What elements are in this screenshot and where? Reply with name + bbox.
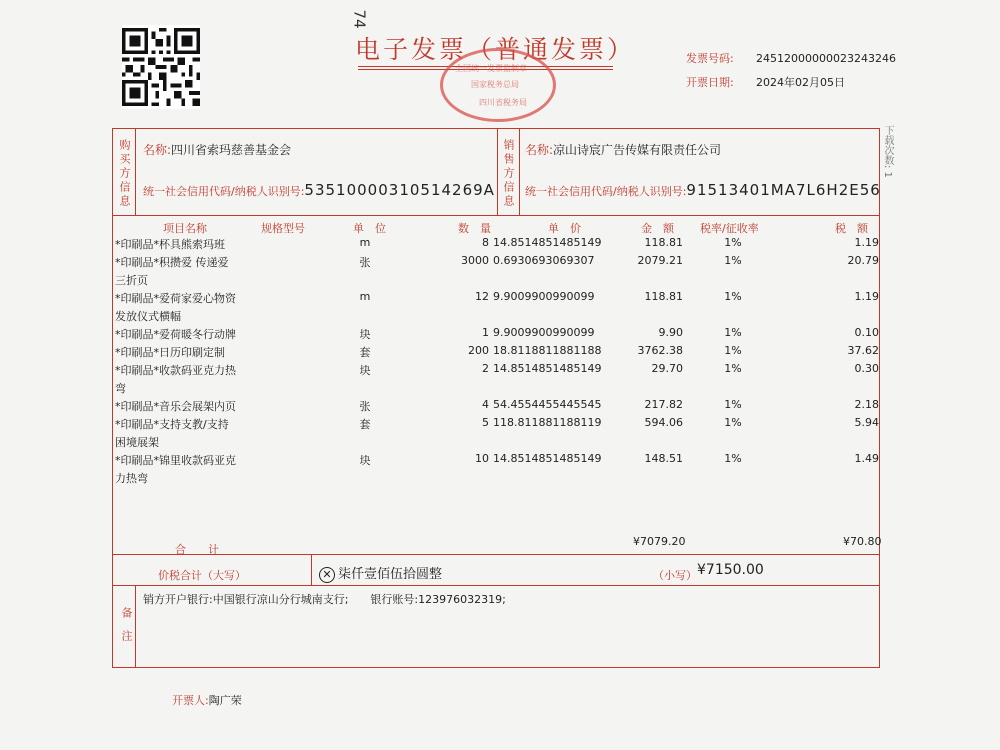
cell-item: *印刷品*收款码亚克力热 — [115, 364, 236, 377]
cell-tax: 37.62 — [847, 344, 879, 357]
cell-amount: 118.81 — [644, 290, 683, 303]
col-header-item: 项目名称 — [163, 222, 207, 235]
cell-tax: 1.19 — [854, 236, 879, 249]
cell-price: 14.8514851485149 — [493, 452, 602, 465]
invoice-number — [686, 50, 896, 66]
seller-taxid-value: 91513401MA7L6H2E56 — [686, 181, 881, 199]
invoice-number-label: 发票号码: — [686, 52, 734, 65]
cell-item: *印刷品*爱荷家爱心物资 — [115, 292, 236, 305]
cell-rate: 1% — [724, 416, 742, 429]
cell-amount: 217.82 — [644, 398, 683, 411]
cell-amount: 594.06 — [644, 416, 683, 429]
issuer-label: 开票人: — [172, 694, 209, 707]
remarks-label: 备注 — [120, 607, 133, 653]
cell-unit: 块 — [359, 364, 371, 377]
grand-total-label: 价税合计（大写） — [158, 569, 246, 582]
cell-item: *印刷品*支持支教/支持 — [115, 418, 229, 431]
seller-name-label: 名称: — [525, 143, 554, 157]
col-header-price: 单 价 — [548, 222, 581, 235]
divider — [135, 129, 136, 215]
cell-amount: 9.90 — [658, 326, 683, 339]
seller-name-value: 凉山诗宸广告传媒有限责任公司 — [553, 143, 722, 157]
cell-amount: 148.51 — [644, 452, 683, 465]
issuer-name: 陶广荣 — [208, 694, 242, 707]
cell-rate: 1% — [724, 362, 742, 375]
grand-total-upper — [319, 563, 442, 583]
total-amount: ¥7079.20 — [633, 535, 686, 548]
cell-tax: 1.19 — [854, 290, 879, 303]
cell-item: *印刷品*杯具熊索玛班 — [115, 238, 225, 251]
seal-text: 全国统一发票监制章 — [455, 64, 527, 73]
cell-rate: 1% — [724, 398, 742, 411]
cell-amount: 118.81 — [644, 236, 683, 249]
cell-qty: 4 — [482, 398, 489, 411]
cell-qty: 8 — [482, 236, 489, 249]
cell-unit: 块 — [359, 454, 371, 467]
buyer-name — [143, 141, 291, 158]
col-header-unit: 单 位 — [353, 222, 386, 235]
cell-unit: 套 — [359, 346, 371, 359]
issue-date-label: 开票日期: — [686, 76, 734, 89]
cell-item-continued: 困境展架 — [115, 436, 159, 449]
cell-unit: 张 — [359, 400, 371, 413]
cell-tax: 5.94 — [854, 416, 879, 429]
seller-taxid-label: 统一社会信用代码/纳税人识别号: — [525, 185, 687, 198]
col-header-rate: 税率/征收率 — [700, 222, 759, 235]
total-label: 合 计 — [175, 543, 219, 556]
cell-amount: 2079.21 — [637, 254, 683, 267]
cell-price: 14.8514851485149 — [493, 362, 602, 375]
cell-price: 118.811881188119 — [493, 416, 602, 429]
seller-taxid — [525, 181, 881, 199]
cell-qty: 2 — [482, 362, 489, 375]
cell-price: 9.9009900990099 — [493, 290, 595, 303]
divider — [113, 585, 879, 586]
cell-qty: 200 — [468, 344, 489, 357]
cell-item-continued: 发放仪式横幅 — [115, 310, 181, 323]
cell-tax: 0.30 — [854, 362, 879, 375]
cell-rate: 1% — [724, 236, 742, 249]
cell-unit: 张 — [359, 256, 371, 269]
grand-total-upper-value: 柒仟壹佰伍拾圆整 — [338, 567, 443, 582]
cell-tax: 20.79 — [847, 254, 879, 267]
col-header-amount: 金 额 — [641, 222, 674, 235]
cell-item: *印刷品*爱荷暖冬行动牌 — [115, 328, 236, 341]
total-tax: ¥70.80 — [843, 535, 882, 548]
issuer — [172, 692, 242, 708]
cell-item: *印刷品*音乐会展架内页 — [115, 400, 236, 413]
seal-text: 四川省税务局 — [479, 98, 527, 107]
cell-rate: 1% — [724, 254, 742, 267]
buyer-taxid-label: 统一社会信用代码/纳税人识别号: — [143, 185, 305, 198]
cell-qty: 5 — [482, 416, 489, 429]
cell-rate: 1% — [724, 452, 742, 465]
issue-date — [686, 74, 845, 90]
seller-section-label: 销售方信息 — [502, 139, 515, 209]
divider — [113, 554, 879, 555]
col-header-qty: 数 量 — [458, 222, 491, 235]
cell-price: 18.8118811881188 — [493, 344, 602, 357]
cell-price: 54.4554455445545 — [493, 398, 602, 411]
cell-tax: 2.18 — [854, 398, 879, 411]
remarks-text: 销方开户银行:中国银行凉山分行城南支行; 银行账号:123976032319; — [143, 593, 506, 606]
cell-tax: 0.10 — [854, 326, 879, 339]
cell-unit: 块 — [359, 328, 371, 341]
invoice-frame — [112, 128, 880, 668]
buyer-taxid-value: 53510000310514269A — [304, 181, 495, 199]
cell-unit: m — [359, 290, 371, 303]
divider — [135, 585, 136, 667]
cell-item: *印刷品*锦里收款码亚克 — [115, 454, 236, 467]
cell-item-continued: 三折页 — [115, 274, 148, 287]
cell-amount: 3762.38 — [637, 344, 683, 357]
cell-unit: m — [359, 236, 371, 249]
grand-total-lower-value: ¥7150.00 — [697, 562, 764, 578]
divider — [311, 554, 312, 585]
buyer-name-value: 四川省索玛慈善基金会 — [171, 143, 292, 157]
seal-text: 国家税务总局 — [471, 80, 519, 89]
divider — [113, 215, 879, 216]
issue-date-value: 2024年02月05日 — [756, 76, 845, 89]
cell-amount: 29.70 — [651, 362, 683, 375]
buyer-section-label: 购买方信息 — [118, 139, 131, 209]
buyer-name-label: 名称: — [143, 143, 172, 157]
cell-price: 14.8514851485149 — [493, 236, 602, 249]
cell-qty: 1 — [482, 326, 489, 339]
cell-qty: 3000 — [461, 254, 489, 267]
cell-item-continued: 力热弯 — [115, 472, 148, 485]
cell-item: *印刷品*积攒爱 传递爱 — [115, 256, 229, 269]
download-count-note: 下载次数: 1 — [882, 125, 893, 178]
cell-unit: 套 — [359, 418, 371, 431]
divider — [497, 129, 498, 215]
cell-price: 9.9009900990099 — [493, 326, 595, 339]
cell-item: *印刷品*日历印刷定制 — [115, 346, 225, 359]
cell-rate: 1% — [724, 290, 742, 303]
grand-total-lower-label: （小写） — [653, 569, 697, 582]
cell-tax: 1.49 — [854, 452, 879, 465]
invoice-title: 电子发票（普通发票） — [355, 35, 636, 64]
col-header-spec: 规格型号 — [261, 222, 305, 235]
col-header-tax: 税 额 — [835, 222, 868, 235]
handwritten-mark: 74 — [350, 9, 369, 29]
seller-name — [525, 141, 721, 158]
official-seal — [440, 48, 556, 122]
cell-price: 0.6930693069307 — [493, 254, 595, 267]
qr-code — [122, 25, 200, 109]
cell-qty: 10 — [475, 452, 489, 465]
buyer-taxid — [143, 181, 495, 199]
cell-rate: 1% — [724, 344, 742, 357]
cell-qty: 12 — [475, 290, 489, 303]
circle-x-icon: ✕ — [319, 567, 335, 583]
invoice-number-value: 24512000000023243246 — [756, 52, 896, 65]
cell-item-continued: 弯 — [115, 382, 126, 395]
cell-rate: 1% — [724, 326, 742, 339]
divider — [519, 129, 520, 215]
